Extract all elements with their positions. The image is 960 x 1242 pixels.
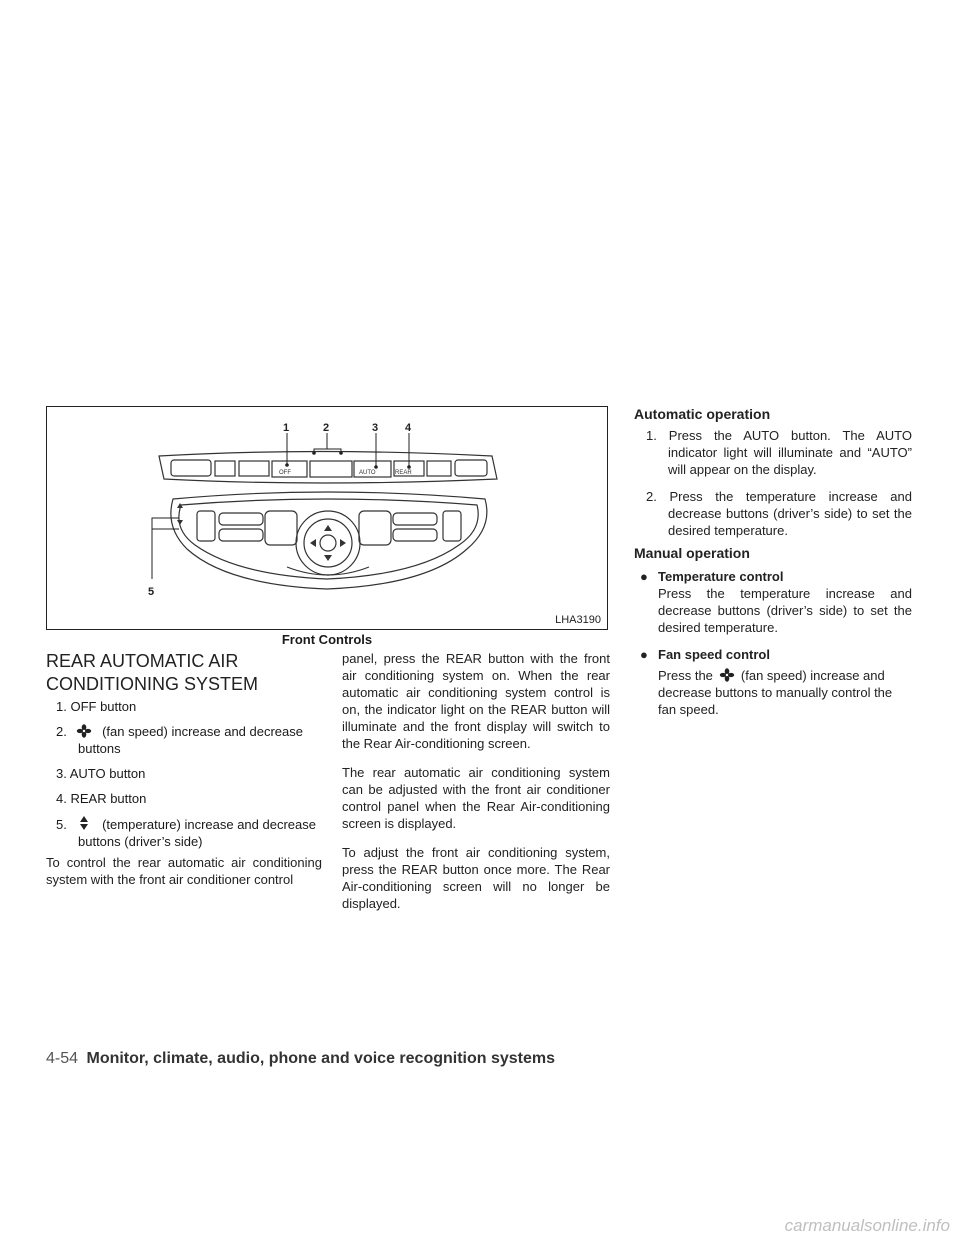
off-panel-label: OFF: [279, 470, 291, 476]
list-item: 2. Press the temperature increase and decrease buttons (driver’s side) to set the desired temperature.: [646, 489, 912, 538]
paragraph-1-start: To control the rear automatic air conditioning system with the front air conditioner control: [46, 855, 322, 887]
figure-code: LHA3190: [555, 614, 601, 626]
figure-caption: Front Controls: [281, 632, 373, 647]
list-item: 5. (temperature) increase and decrease buttons (driver’s side): [56, 817, 316, 849]
paragraph-2: The rear automatic air conditioning system can be adjusted with the front air conditioner control panel when the Rear Air-conditioning screen is displayed.: [342, 765, 610, 831]
middle-column: [342, 650, 610, 912]
bullet: ●: [640, 569, 648, 584]
fan-icon: [76, 724, 92, 738]
page-footer: [46, 1050, 555, 1068]
list-item: ● Fan speed control Press the (fan speed) increase and decrease buttons to manually control the fan speed.: [640, 647, 893, 717]
right-column: [634, 406, 912, 718]
list-item: 1. OFF button: [56, 699, 137, 714]
front-controls-figure: [46, 406, 608, 630]
watermark: carmanualsonline.info: [784, 1216, 950, 1235]
list-item: 3. AUTO button: [56, 766, 146, 781]
bullet: ●: [640, 647, 648, 662]
rear-panel-label: REAR: [395, 470, 412, 476]
automatic-steps: [634, 427, 912, 539]
auto-panel-label: AUTO: [359, 470, 376, 476]
automatic-operation-heading: Automatic operation: [634, 406, 771, 422]
list-item: 4. REAR button: [56, 791, 147, 806]
section-title: REAR AUTOMATIC AIR CONDITIONING SYSTEM: [46, 651, 259, 694]
callout-2: 2: [323, 422, 330, 434]
list-item: 2. (fan speed) increase and decrease buttons: [56, 724, 303, 756]
callout-4: 4: [405, 422, 412, 434]
manual-bullets: [634, 568, 912, 718]
paragraph-1-end: panel, press the REAR button with the front air conditioning system on. When the rear automatic air conditioning system control is on, the indicator light on the REAR button will illuminate and the front display will switch to the Rear Air-conditioning screen.: [342, 651, 610, 751]
page-number: 4-54: [46, 1050, 79, 1067]
climate-panel-illustration: [47, 407, 607, 629]
control-list: [56, 698, 322, 850]
callout-1: 1: [283, 422, 290, 434]
list-item: 1. Press the AUTO button. The AUTO indicator light will illuminate and “AUTO” will appear on the display.: [646, 428, 912, 477]
paragraph-3: To adjust the front air conditioning system, press the REAR button once more. The Rear Air-conditioning screen will no longer be displayed.: [342, 845, 610, 911]
temperature-arrows-icon: [76, 815, 92, 831]
list-item: ● Temperature control Press the temperature increase and decrease buttons (driver’s side) to set the desired temperature.: [640, 569, 912, 635]
callout-5: 5: [148, 586, 155, 598]
manual-operation-heading: Manual operation: [634, 545, 750, 561]
callout-3: 3: [372, 422, 379, 434]
fan-icon: [719, 668, 735, 682]
footer-title: Monitor, climate, audio, phone and voice recognition systems: [86, 1050, 556, 1067]
